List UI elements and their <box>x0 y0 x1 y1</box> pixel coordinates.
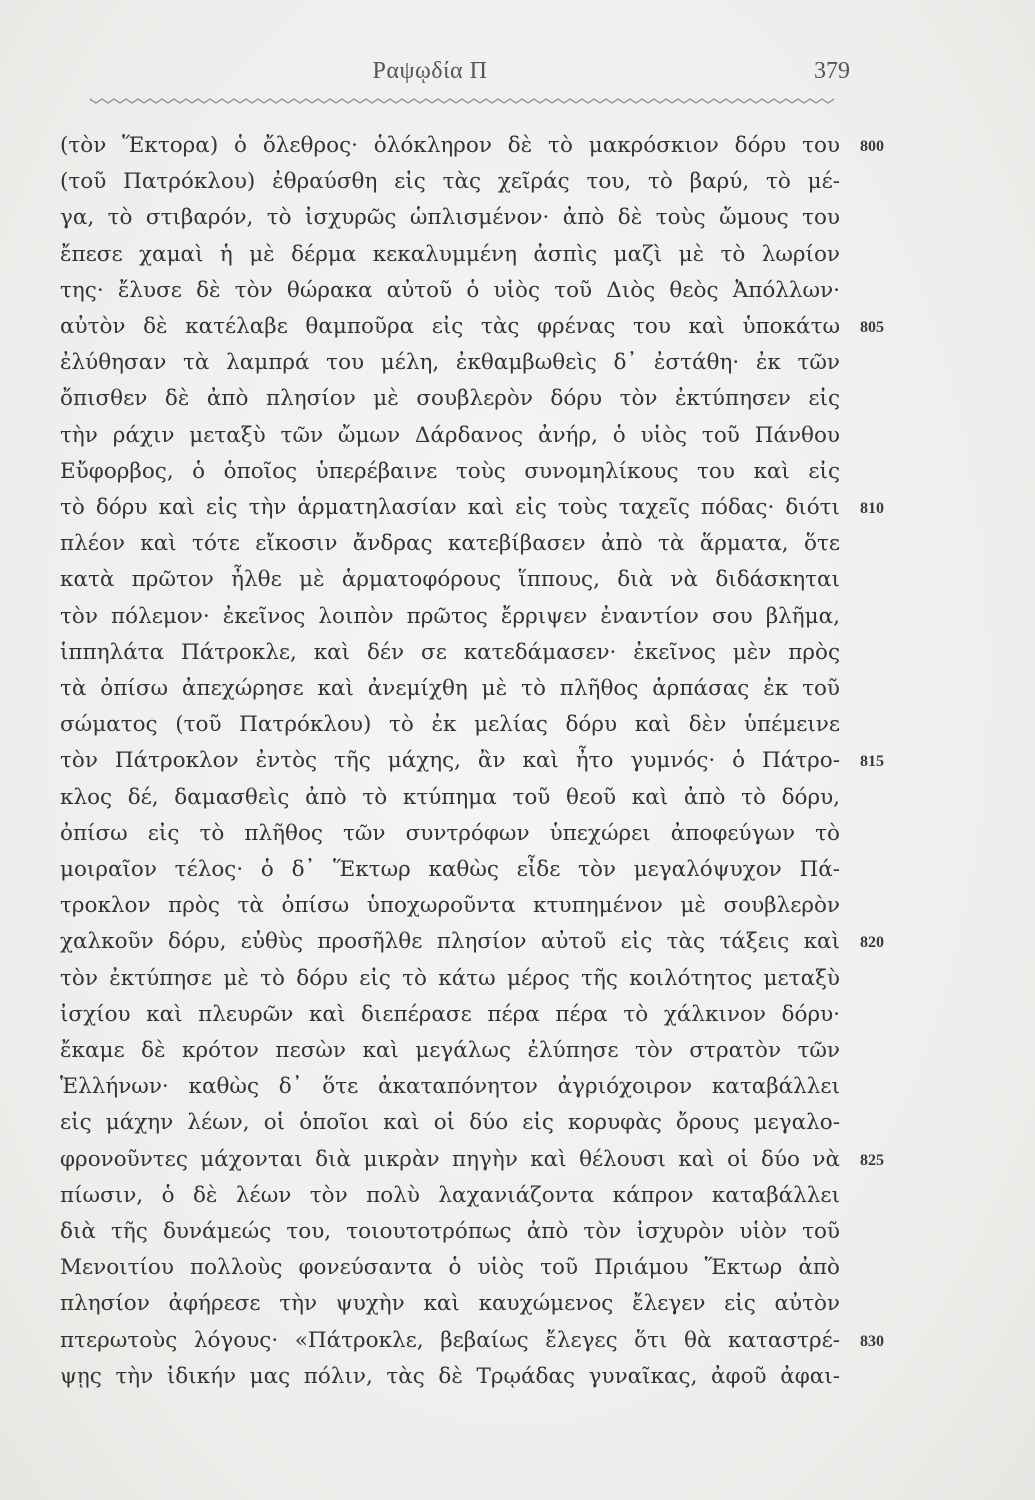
text-line: (τὸν Ἕκτορα) ὁ ὄλεθρος· ὁλόκληρον δὲ τὸ μακρόσκιον δόρυ του <box>60 133 840 158</box>
text-line: πλέον καὶ τότε εἴκοσιν ἄνδρας κατεβίβασεν ἀπὸ τὰ ἅρματα, ὅτε <box>60 531 840 557</box>
text-line: σώματος (τοῦ Πατρόκλου) τὸ ἐκ μελίας δόρυ καὶ δὲν ὑπέμεινε <box>60 712 840 738</box>
margin-line-number: 825 <box>860 1151 884 1169</box>
margin-line-number: 800 <box>860 138 884 155</box>
text-line: (τοῦ Πατρόκλου) ἐθραύσθη εἰς τὰς χεῖράς του, τὸ βαρύ, τὸ μέ- <box>60 169 840 195</box>
text-line: πίωσιν, ὁ δὲ λέων τὸν πολὺ λαχανιάζοντα κάπρον καταβάλλει <box>60 1182 840 1208</box>
text-line: τροκλον πρὸς τὰ ὀπίσω ὑποχωροῦντα κτυπημένον μὲ σουβλερὸν <box>60 893 840 919</box>
text-line: τὸν ἐκτύπησε μὲ τὸ δόρυ εἰς τὸ κάτω μέρος τῆς κοιλότητος μεταξὺ <box>60 965 840 991</box>
margin-line-number: 830 <box>860 1332 884 1350</box>
margin-line-number: 815 <box>860 753 884 771</box>
text-line: ὄπισθεν δὲ ἀπὸ πλησίον μὲ σουβλερὸν δόρυ τὸν ἐκτύπησεν εἰς <box>60 386 840 412</box>
text-line: διὰ τῆς δυνάμεώς του, τοιουτοτρόπως ἀπὸ τὸν ἰσχυρὸν υἱὸν τοῦ <box>60 1219 840 1244</box>
page-number: 379 <box>814 58 850 84</box>
margin-line-number: 805 <box>860 319 884 336</box>
text-line: ἔκαμε δὲ κρότον πεσὼν καὶ μεγάλως ἐλύπησε τὸν στρατὸν τῶν <box>60 1038 840 1063</box>
text-line: τὸν πόλεμον· ἐκεῖνος λοιπὸν πρῶτος ἔρριψεν ἐναντίον σου βλῆμα, <box>60 603 840 629</box>
text-line: χαλκοῦν δόρυ, εὐθὺς προσῆλθε πλησίον αὐτοῦ εἰς τὰς τάξεις καὶ <box>60 929 840 955</box>
text-line: τὰ ὀπίσω ἀπεχώρησε καὶ ἀνεμίχθη μὲ τὸ πλῆθος ἁρπάσας ἐκ τοῦ <box>60 676 840 701</box>
text-line: κλος δέ, δαμασθεὶς ἀπὸ τὸ κτύπημα τοῦ θεοῦ καὶ ἀπὸ τὸ δόρυ, <box>60 784 840 810</box>
text-line: Μενοιτίου πολλοὺς φονεύσαντα ὁ υἱὸς τοῦ Πριάμου Ἕκτωρ ἀπὸ <box>60 1255 840 1281</box>
text-line: Εὔφορβος, ὁ ὁποῖος ὑπερέβαινε τοὺς συνομηλίκους του καὶ εἰς <box>60 458 840 484</box>
text-line: πλησίον ἀφήρεσε τὴν ψυχὴν καὶ καυχώμενος ἔλεγεν εἰς αὐτὸν <box>60 1291 840 1317</box>
text-line: ἰσχίου καὶ πλευρῶν καὶ διεπέρασε πέρα πέρα τὸ χάλκινον δόρυ· <box>60 1001 840 1027</box>
running-title: Ραψῳδία Π <box>372 58 488 84</box>
text-line: Ἑλλήνων· καθὼς δ᾽ ὅτε ἀκαταπόνητον ἀγριόχοιρον καταβάλλει <box>60 1074 840 1100</box>
text-line: τὸν Πάτροκλον ἐντὸς τῆς μάχης, ἂν καὶ ἦτο γυμνός· ὁ Πάτρο- <box>60 748 840 774</box>
text-line: ὀπίσω εἰς τὸ πλῆθος τῶν συντρόφων ὑπεχώρει ἀποφεύγων τὸ <box>60 820 840 846</box>
text-line: πτερωτοὺς λόγους· «Πάτροκλε, βεβαίως ἔλεγες ὅτι θὰ καταστρέ- <box>60 1327 840 1353</box>
text-line: ἱππηλάτα Πάτροκλε, καὶ δέν σε κατεδάμασεν· ἐκεῖνος μὲν πρὸς <box>60 639 840 665</box>
text-line: τὸ δόρυ καὶ εἰς τὴν ἁρματηλασίαν καὶ εἰς τοὺς ταχεῖς πόδας· διότι <box>60 495 840 520</box>
text-line: ἔπεσε χαμαὶ ἡ μὲ δέρμα κεκαλυμμένη ἀσπὶς μαζὶ μὲ τὸ λωρίον <box>60 241 840 267</box>
text-line: κατὰ πρῶτον ἦλθε μὲ ἁρματοφόρους ἵππους, διὰ νὰ διδάσκηται <box>60 567 840 593</box>
text-line: φρονοῦντες μάχονται διὰ μικρὰν πηγὴν καὶ θέλουσι καὶ οἱ δύο νὰ <box>60 1146 840 1172</box>
text-line: εἰς μάχην λέων, οἱ ὁποῖοι καὶ οἱ δύο εἰς κορυφὰς ὄρους μεγαλο- <box>60 1110 840 1136</box>
text-line: ψῃς τὴν ἰδικήν μας πόλιν, τὰς δὲ Τρῳάδας γυναῖκας, ἀφοῦ ἀφαι- <box>60 1363 840 1389</box>
margin-line-number: 810 <box>860 500 884 517</box>
text-line: μοιραῖον τέλος· ὁ δ᾽ Ἕκτωρ καθὼς εἶδε τὸν μεγαλόψυχον Πά- <box>60 857 840 882</box>
text-line: ἐλύθησαν τὰ λαμπρά του μέλη, ἐκθαμβωθεὶς δ᾽ ἐστάθη· ἐκ τῶν <box>60 350 840 376</box>
text-line: της· ἔλυσε δὲ τὸν θώρακα αὐτοῦ ὁ υἱὸς τοῦ Διὸς θεὸς Ἀπόλλων· <box>60 277 840 303</box>
margin-line-number: 820 <box>860 934 884 952</box>
text-line: τὴν ράχιν μεταξὺ τῶν ὤμων Δάρδανος ἀνήρ, ὁ υἱὸς τοῦ Πάνθου <box>60 422 840 448</box>
text-line: αὐτὸν δὲ κατέλαβε θαμποῦρα εἰς τὰς φρένας του καὶ ὑποκάτω <box>60 314 840 339</box>
text-line: γα, τὸ στιβαρόν, τὸ ἰσχυρῶς ὡπλισμένον· ἀπὸ δὲ τοὺς ὤμους του <box>60 205 840 231</box>
header-wavy-rule <box>90 96 835 106</box>
